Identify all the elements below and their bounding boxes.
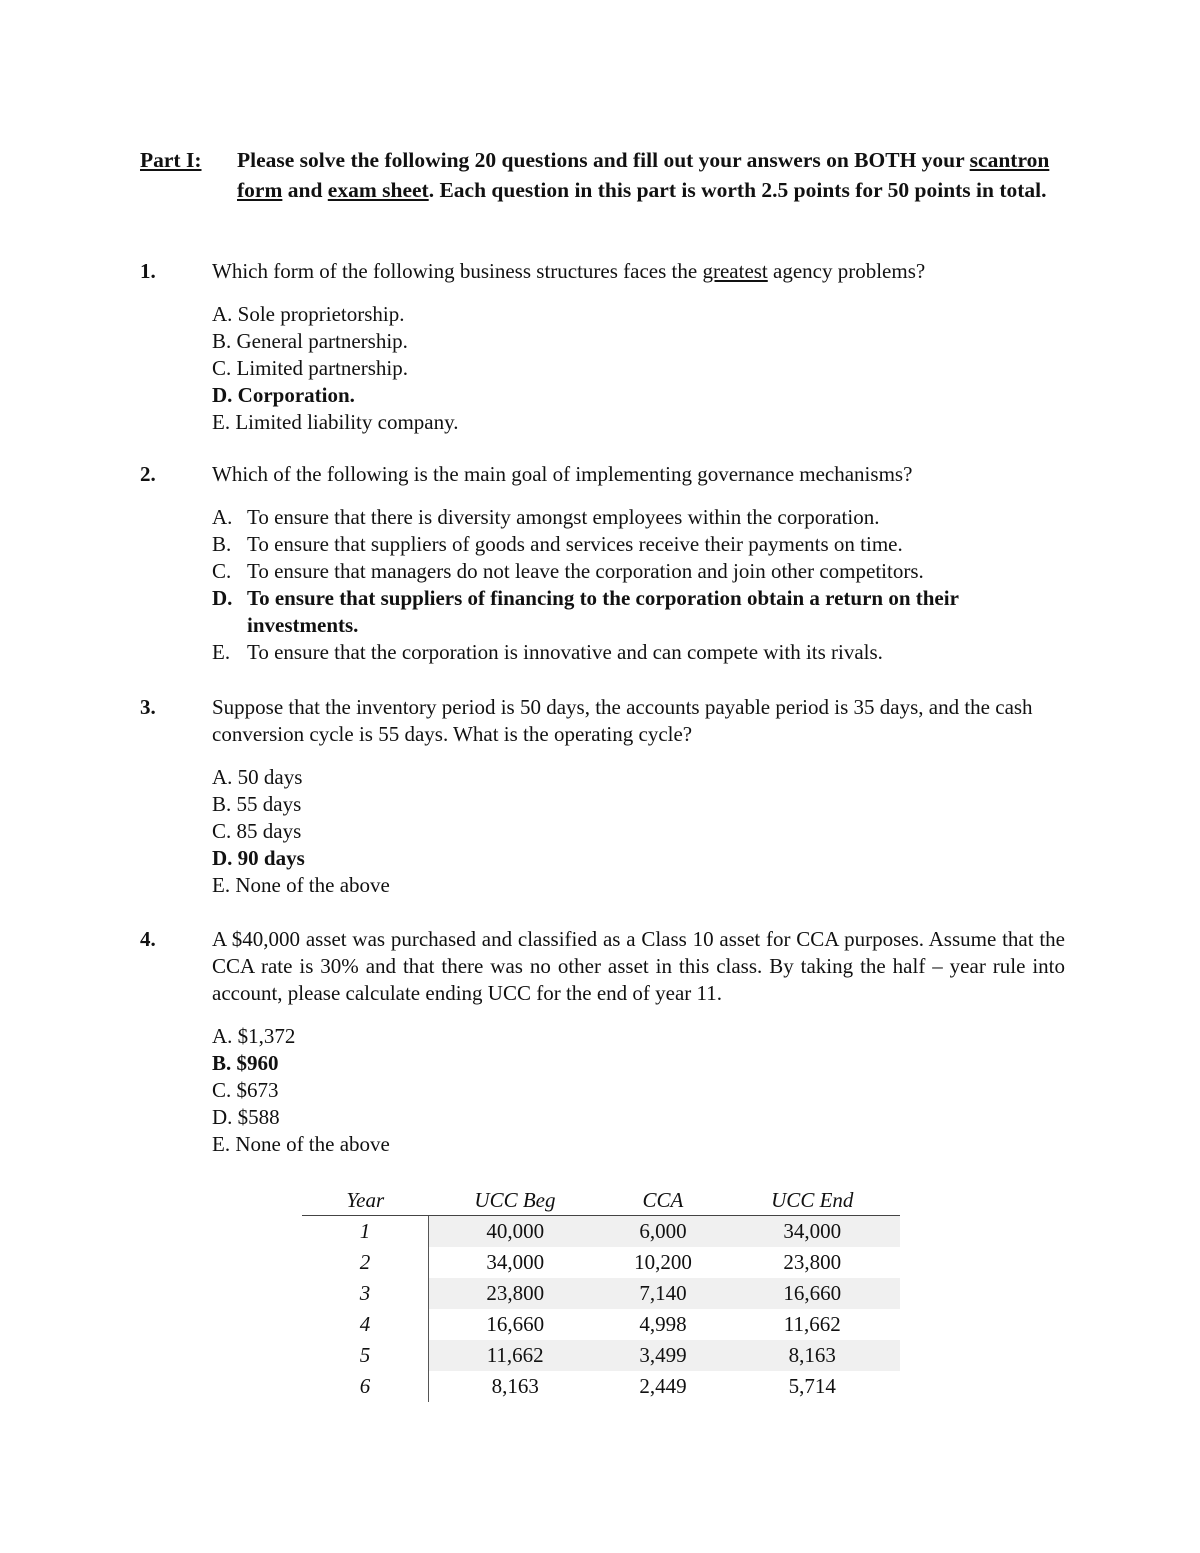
year-cell: 3 <box>302 1278 429 1309</box>
cca-cell: 4,998 <box>639 1312 687 1336</box>
option-a: A. To ensure that there is diversity amongst employees within the corporation. <box>212 505 880 529</box>
ucc-end-cell: 8,163 <box>725 1340 900 1371</box>
option-c: C. 85 days <box>212 819 302 843</box>
option-c: C. $673 <box>212 1078 279 1102</box>
header-cca: CCA <box>601 1185 724 1216</box>
year-cell: 1 <box>302 1216 429 1248</box>
question-number: 3. <box>140 695 156 719</box>
table-row <box>302 1371 900 1402</box>
option-b-correct: B. $960 <box>212 1051 279 1075</box>
question-number: 1. <box>140 259 156 283</box>
option-e: E. To ensure that the corporation is innovative and can compete with its rivals. <box>212 640 883 664</box>
question-number: 2. <box>140 462 156 486</box>
option-a: A. 50 days <box>212 765 303 789</box>
table-row <box>302 1340 900 1371</box>
question-number: 4. <box>140 927 156 951</box>
ucc-end-cell: 11,662 <box>783 1312 841 1336</box>
table-row <box>302 1216 900 1248</box>
year-cell: 2 <box>302 1247 429 1278</box>
table-row <box>302 1247 900 1278</box>
header-ucc-end: UCC End <box>725 1185 900 1216</box>
part-instructions: Please solve the following 20 questions and fill out your answers on BOTH your scantron form and exam sheet. Each question in this part is worth 2.5 points for 50 points in total. <box>237 148 1050 202</box>
option-a: A. Sole proprietorship. <box>212 302 405 326</box>
cca-cell: 2,449 <box>639 1374 687 1398</box>
table-row <box>302 1278 900 1309</box>
answer-options <box>212 1023 1065 1158</box>
option-d-correct: D. Corporation. <box>212 383 355 407</box>
option-d-correct: D. To ensure that suppliers of financing to the corporation obtain a return on their investments. <box>212 586 959 637</box>
year-cell: 4 <box>302 1309 429 1340</box>
question-3 <box>140 694 1065 899</box>
answer-options <box>212 764 1065 899</box>
ucc-beg-cell: 23,800 <box>429 1278 602 1309</box>
exam-sheet-text: exam sheet <box>327 178 429 202</box>
ucc-end-cell: 5,714 <box>788 1374 836 1398</box>
option-e: E. Limited liability company. <box>212 410 459 434</box>
answer-options <box>212 504 1065 666</box>
header-ucc-beg: UCC Beg <box>429 1185 602 1216</box>
ucc-beg-cell: 34,000 <box>486 1250 545 1274</box>
ucc-beg-cell: 16,660 <box>486 1312 545 1336</box>
question-1 <box>140 258 1065 436</box>
option-e: E. None of the above <box>212 873 390 897</box>
cca-cell: 10,200 <box>634 1250 692 1274</box>
question-text: Which form of the following business structures faces the greatest agency problems? <box>212 259 926 283</box>
ucc-end-cell: 34,000 <box>725 1216 900 1248</box>
option-e: E. None of the above <box>212 1132 390 1156</box>
option-c: C. To ensure that managers do not leave the corporation and join other competitors. <box>212 559 924 583</box>
underlined-word: greatest <box>702 259 768 283</box>
option-b: B. 55 days <box>212 792 302 816</box>
option-d-correct: D. 90 days <box>212 846 305 870</box>
question-text: Suppose that the inventory period is 50 days, the accounts payable period is 35 days, and the cash conversion cycle is 55 days. What is the operating cycle? <box>212 695 1033 746</box>
ucc-end-cell: 23,800 <box>783 1250 842 1274</box>
table-row <box>302 1309 900 1340</box>
question-2 <box>140 461 1065 666</box>
scantron-form-text: scantron form <box>237 148 1050 202</box>
header-year: Year <box>302 1185 429 1216</box>
table-header-row <box>302 1185 900 1216</box>
cca-cell: 6,000 <box>601 1216 724 1248</box>
ucc-beg-cell: 40,000 <box>429 1216 602 1248</box>
option-c: C. Limited partnership. <box>212 356 408 380</box>
answer-options <box>212 301 1065 436</box>
year-cell: 6 <box>302 1371 429 1402</box>
part-header <box>140 145 1065 205</box>
option-d: D. $588 <box>212 1105 280 1129</box>
option-a: A. $1,372 <box>212 1024 296 1048</box>
question-text: Which of the following is the main goal of implementing governance mechanisms? <box>212 462 913 486</box>
ucc-table <box>302 1185 900 1402</box>
cca-cell: 7,140 <box>601 1278 724 1309</box>
part-label: Part I: <box>140 148 202 172</box>
cca-cell: 3,499 <box>601 1340 724 1371</box>
ucc-beg-cell: 8,163 <box>491 1374 539 1398</box>
ucc-end-cell: 16,660 <box>725 1278 900 1309</box>
question-text: A $40,000 asset was purchased and classified as a Class 10 asset for CCA purposes. Assume that the CCA rate is 30% and that there was no other asset in this class. By taking the half – year rule into account, please calculate ending UCC for the end of year 11. <box>212 927 1065 1005</box>
option-b: B. General partnership. <box>212 329 408 353</box>
option-b: B. To ensure that suppliers of goods and services receive their payments on time. <box>212 532 903 556</box>
year-cell: 5 <box>302 1340 429 1371</box>
question-4 <box>140 926 1065 1158</box>
ucc-beg-cell: 11,662 <box>429 1340 602 1371</box>
